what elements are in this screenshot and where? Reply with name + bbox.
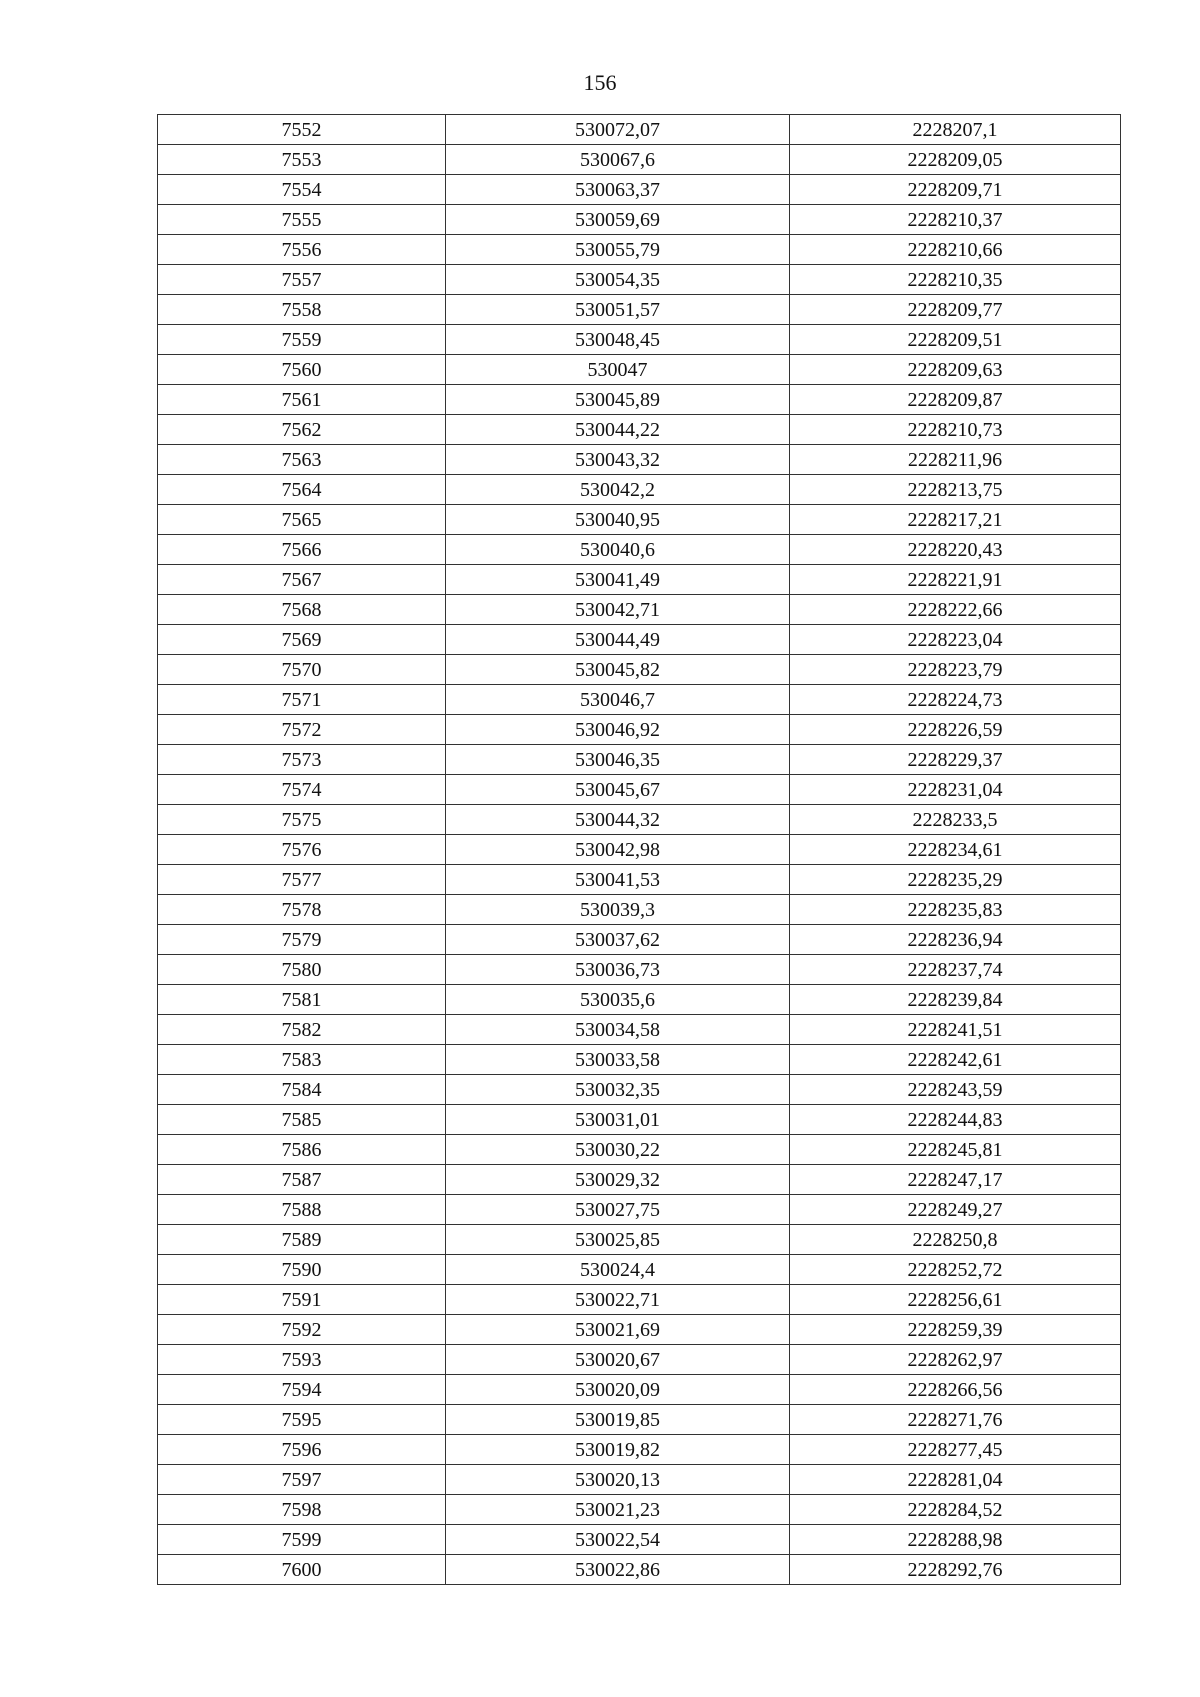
point-number-cell: 7555 (158, 205, 446, 235)
point-number-cell: 7566 (158, 535, 446, 565)
y-coordinate-cell: 2228284,52 (790, 1495, 1121, 1525)
y-coordinate-cell: 2228237,74 (790, 955, 1121, 985)
y-coordinate-cell: 2228210,66 (790, 235, 1121, 265)
y-coordinate-cell: 2228209,87 (790, 385, 1121, 415)
point-number-cell: 7565 (158, 505, 446, 535)
table-row (158, 775, 1121, 805)
point-number-cell: 7587 (158, 1165, 446, 1195)
point-number-cell: 7582 (158, 1015, 446, 1045)
y-coordinate-cell: 2228236,94 (790, 925, 1121, 955)
y-coordinate-cell: 2228235,83 (790, 895, 1121, 925)
x-coordinate-cell: 530063,37 (446, 175, 790, 205)
y-coordinate-cell: 2228250,8 (790, 1225, 1121, 1255)
x-coordinate-cell: 530044,49 (446, 625, 790, 655)
point-number-cell: 7581 (158, 985, 446, 1015)
table-row (158, 325, 1121, 355)
y-coordinate-cell: 2228266,56 (790, 1375, 1121, 1405)
point-number-cell: 7571 (158, 685, 446, 715)
x-coordinate-cell: 530039,3 (446, 895, 790, 925)
x-coordinate-cell: 530025,85 (446, 1225, 790, 1255)
y-coordinate-cell: 2228259,39 (790, 1315, 1121, 1345)
point-number-cell: 7568 (158, 595, 446, 625)
y-coordinate-cell: 2228243,59 (790, 1075, 1121, 1105)
table-row (158, 865, 1121, 895)
page-number: 156 (583, 70, 617, 95)
table-row (158, 565, 1121, 595)
table-row (158, 205, 1121, 235)
y-coordinate-cell: 2228231,04 (790, 775, 1121, 805)
table-row (158, 655, 1121, 685)
table-row (158, 715, 1121, 745)
y-coordinate-cell: 2228234,61 (790, 835, 1121, 865)
point-number-cell: 7580 (158, 955, 446, 985)
y-coordinate-cell: 2228209,05 (790, 145, 1121, 175)
table-row (158, 295, 1121, 325)
x-coordinate-cell: 530051,57 (446, 295, 790, 325)
x-coordinate-cell: 530041,53 (446, 865, 790, 895)
y-coordinate-cell: 2228223,04 (790, 625, 1121, 655)
table-row (158, 745, 1121, 775)
table-row (158, 535, 1121, 565)
y-coordinate-cell: 2228229,37 (790, 745, 1121, 775)
table-row (158, 265, 1121, 295)
point-number-cell: 7554 (158, 175, 446, 205)
x-coordinate-cell: 530048,45 (446, 325, 790, 355)
point-number-cell: 7564 (158, 475, 446, 505)
point-number-cell: 7589 (158, 1225, 446, 1255)
x-coordinate-cell: 530072,07 (446, 115, 790, 145)
y-coordinate-cell: 2228242,61 (790, 1045, 1121, 1075)
x-coordinate-cell: 530034,58 (446, 1015, 790, 1045)
x-coordinate-cell: 530040,95 (446, 505, 790, 535)
table-row (158, 805, 1121, 835)
point-number-cell: 7588 (158, 1195, 446, 1225)
table-row (158, 1195, 1121, 1225)
x-coordinate-cell: 530046,35 (446, 745, 790, 775)
point-number-cell: 7577 (158, 865, 446, 895)
x-coordinate-cell: 530019,82 (446, 1435, 790, 1465)
table-row (158, 895, 1121, 925)
y-coordinate-cell: 2228256,61 (790, 1285, 1121, 1315)
point-number-cell: 7593 (158, 1345, 446, 1375)
point-number-cell: 7559 (158, 325, 446, 355)
y-coordinate-cell: 2228209,51 (790, 325, 1121, 355)
table-row (158, 1045, 1121, 1075)
y-coordinate-cell: 2228210,73 (790, 415, 1121, 445)
x-coordinate-cell: 530030,22 (446, 1135, 790, 1165)
x-coordinate-cell: 530046,92 (446, 715, 790, 745)
x-coordinate-cell: 530021,69 (446, 1315, 790, 1345)
point-number-cell: 7583 (158, 1045, 446, 1075)
table-row (158, 1375, 1121, 1405)
y-coordinate-cell: 2228210,35 (790, 265, 1121, 295)
point-number-cell: 7586 (158, 1135, 446, 1165)
x-coordinate-cell: 530043,32 (446, 445, 790, 475)
table-row (158, 415, 1121, 445)
table-row (158, 1555, 1121, 1585)
point-number-cell: 7594 (158, 1375, 446, 1405)
table-row (158, 505, 1121, 535)
y-coordinate-cell: 2228209,77 (790, 295, 1121, 325)
x-coordinate-cell: 530024,4 (446, 1255, 790, 1285)
x-coordinate-cell: 530031,01 (446, 1105, 790, 1135)
x-coordinate-cell: 530032,35 (446, 1075, 790, 1105)
point-number-cell: 7600 (158, 1555, 446, 1585)
y-coordinate-cell: 2228207,1 (790, 115, 1121, 145)
x-coordinate-cell: 530020,09 (446, 1375, 790, 1405)
table-row (158, 1075, 1121, 1105)
y-coordinate-cell: 2228245,81 (790, 1135, 1121, 1165)
point-number-cell: 7569 (158, 625, 446, 655)
y-coordinate-cell: 2228217,21 (790, 505, 1121, 535)
x-coordinate-cell: 530022,71 (446, 1285, 790, 1315)
point-number-cell: 7563 (158, 445, 446, 475)
y-coordinate-cell: 2228241,51 (790, 1015, 1121, 1045)
y-coordinate-cell: 2228244,83 (790, 1105, 1121, 1135)
point-number-cell: 7584 (158, 1075, 446, 1105)
point-number-cell: 7558 (158, 295, 446, 325)
y-coordinate-cell: 2228213,75 (790, 475, 1121, 505)
x-coordinate-cell: 530041,49 (446, 565, 790, 595)
point-number-cell: 7576 (158, 835, 446, 865)
table-row (158, 1135, 1121, 1165)
table-row (158, 1495, 1121, 1525)
table-row (158, 1105, 1121, 1135)
y-coordinate-cell: 2228233,5 (790, 805, 1121, 835)
y-coordinate-cell: 2228220,43 (790, 535, 1121, 565)
x-coordinate-cell: 530021,23 (446, 1495, 790, 1525)
y-coordinate-cell: 2228247,17 (790, 1165, 1121, 1195)
table-row (158, 1465, 1121, 1495)
table-row (158, 835, 1121, 865)
x-coordinate-cell: 530036,73 (446, 955, 790, 985)
y-coordinate-cell: 2228252,72 (790, 1255, 1121, 1285)
table-row (158, 1315, 1121, 1345)
x-coordinate-cell: 530020,67 (446, 1345, 790, 1375)
x-coordinate-cell: 530040,6 (446, 535, 790, 565)
table-row (158, 445, 1121, 475)
y-coordinate-cell: 2228210,37 (790, 205, 1121, 235)
point-number-cell: 7597 (158, 1465, 446, 1495)
table-row (158, 1405, 1121, 1435)
point-number-cell: 7585 (158, 1105, 446, 1135)
x-coordinate-cell: 530020,13 (446, 1465, 790, 1495)
x-coordinate-cell: 530044,32 (446, 805, 790, 835)
y-coordinate-cell: 2228209,63 (790, 355, 1121, 385)
y-coordinate-cell: 2228209,71 (790, 175, 1121, 205)
table-row (158, 145, 1121, 175)
table-row (158, 115, 1121, 145)
point-number-cell: 7570 (158, 655, 446, 685)
table-row (158, 1165, 1121, 1195)
point-number-cell: 7553 (158, 145, 446, 175)
coordinates-table-body (158, 115, 1121, 1585)
table-row (158, 1285, 1121, 1315)
y-coordinate-cell: 2228224,73 (790, 685, 1121, 715)
table-row (158, 625, 1121, 655)
table-row (158, 1525, 1121, 1555)
x-coordinate-cell: 530022,86 (446, 1555, 790, 1585)
coordinates-table (157, 114, 1121, 1585)
table-row (158, 685, 1121, 715)
x-coordinate-cell: 530035,6 (446, 985, 790, 1015)
x-coordinate-cell: 530067,6 (446, 145, 790, 175)
point-number-cell: 7591 (158, 1285, 446, 1315)
x-coordinate-cell: 530045,89 (446, 385, 790, 415)
y-coordinate-cell: 2228239,84 (790, 985, 1121, 1015)
x-coordinate-cell: 530059,69 (446, 205, 790, 235)
point-number-cell: 7575 (158, 805, 446, 835)
point-number-cell: 7573 (158, 745, 446, 775)
table-row (158, 955, 1121, 985)
table-row (158, 355, 1121, 385)
point-number-cell: 7595 (158, 1405, 446, 1435)
x-coordinate-cell: 530055,79 (446, 235, 790, 265)
y-coordinate-cell: 2228262,97 (790, 1345, 1121, 1375)
y-coordinate-cell: 2228226,59 (790, 715, 1121, 745)
x-coordinate-cell: 530046,7 (446, 685, 790, 715)
table-row (158, 985, 1121, 1015)
point-number-cell: 7574 (158, 775, 446, 805)
x-coordinate-cell: 530029,32 (446, 1165, 790, 1195)
y-coordinate-cell: 2228277,45 (790, 1435, 1121, 1465)
y-coordinate-cell: 2228222,66 (790, 595, 1121, 625)
x-coordinate-cell: 530019,85 (446, 1405, 790, 1435)
table-row (158, 385, 1121, 415)
point-number-cell: 7598 (158, 1495, 446, 1525)
x-coordinate-cell: 530042,98 (446, 835, 790, 865)
point-number-cell: 7557 (158, 265, 446, 295)
y-coordinate-cell: 2228271,76 (790, 1405, 1121, 1435)
point-number-cell: 7560 (158, 355, 446, 385)
x-coordinate-cell: 530037,62 (446, 925, 790, 955)
x-coordinate-cell: 530022,54 (446, 1525, 790, 1555)
y-coordinate-cell: 2228235,29 (790, 865, 1121, 895)
y-coordinate-cell: 2228281,04 (790, 1465, 1121, 1495)
table-row (158, 595, 1121, 625)
table-row (158, 235, 1121, 265)
x-coordinate-cell: 530044,22 (446, 415, 790, 445)
table-row (158, 1015, 1121, 1045)
x-coordinate-cell: 530045,67 (446, 775, 790, 805)
point-number-cell: 7578 (158, 895, 446, 925)
y-coordinate-cell: 2228221,91 (790, 565, 1121, 595)
point-number-cell: 7590 (158, 1255, 446, 1285)
x-coordinate-cell: 530054,35 (446, 265, 790, 295)
x-coordinate-cell: 530042,71 (446, 595, 790, 625)
point-number-cell: 7567 (158, 565, 446, 595)
x-coordinate-cell: 530047 (446, 355, 790, 385)
point-number-cell: 7572 (158, 715, 446, 745)
y-coordinate-cell: 2228211,96 (790, 445, 1121, 475)
x-coordinate-cell: 530045,82 (446, 655, 790, 685)
table-row (158, 1435, 1121, 1465)
point-number-cell: 7596 (158, 1435, 446, 1465)
y-coordinate-cell: 2228249,27 (790, 1195, 1121, 1225)
table-row (158, 925, 1121, 955)
table-row (158, 1345, 1121, 1375)
point-number-cell: 7599 (158, 1525, 446, 1555)
x-coordinate-cell: 530042,2 (446, 475, 790, 505)
point-number-cell: 7552 (158, 115, 446, 145)
table-row (158, 175, 1121, 205)
point-number-cell: 7556 (158, 235, 446, 265)
point-number-cell: 7561 (158, 385, 446, 415)
point-number-cell: 7562 (158, 415, 446, 445)
table-row (158, 1255, 1121, 1285)
y-coordinate-cell: 2228292,76 (790, 1555, 1121, 1585)
point-number-cell: 7592 (158, 1315, 446, 1345)
x-coordinate-cell: 530027,75 (446, 1195, 790, 1225)
y-coordinate-cell: 2228288,98 (790, 1525, 1121, 1555)
point-number-cell: 7579 (158, 925, 446, 955)
y-coordinate-cell: 2228223,79 (790, 655, 1121, 685)
x-coordinate-cell: 530033,58 (446, 1045, 790, 1075)
table-row (158, 1225, 1121, 1255)
table-row (158, 475, 1121, 505)
